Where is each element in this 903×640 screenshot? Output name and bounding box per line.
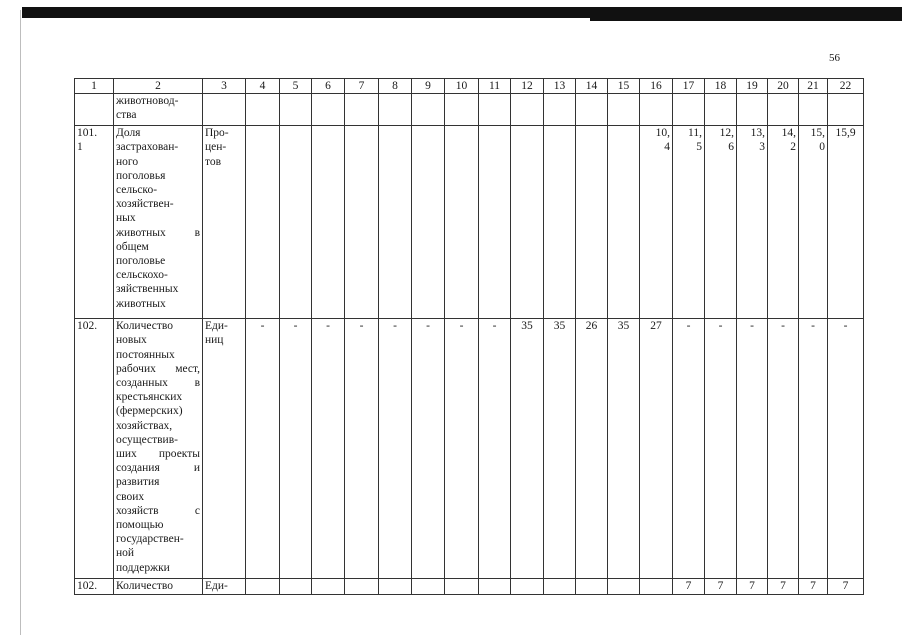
value-cell: - <box>412 319 445 579</box>
value-cell: 7 <box>737 579 768 595</box>
indicator-name-line: животных <box>116 297 166 310</box>
indicator-name-line: (фермерских) <box>116 405 183 418</box>
value-cell <box>511 94 544 126</box>
value-cell <box>445 126 479 319</box>
value-cell: - <box>799 319 828 579</box>
column-header: 4 <box>246 79 280 94</box>
value-cell <box>345 579 379 595</box>
unit-cell <box>203 94 246 126</box>
value-cell: 35 <box>608 319 640 579</box>
indicator-name-line: ных <box>116 212 136 225</box>
indicator-table <box>74 78 864 595</box>
indicator-name-line: государствен- <box>116 533 184 546</box>
value-cell <box>544 94 576 126</box>
value-cell <box>246 579 280 595</box>
indicator-name-line: Количество <box>116 580 173 593</box>
header-row <box>75 79 864 94</box>
value-cell <box>799 94 828 126</box>
value-cell <box>412 126 445 319</box>
indicator-name-cell <box>114 579 203 595</box>
value-cell: - <box>445 319 479 579</box>
value-cell: - <box>345 319 379 579</box>
value-cell: 7 <box>799 579 828 595</box>
indicator-name-line: ной <box>116 547 135 560</box>
value-cell <box>608 579 640 595</box>
indicator-name-line: ного <box>116 155 139 168</box>
value-cell <box>576 579 608 595</box>
value-cell <box>673 94 705 126</box>
value-cell: - <box>737 319 768 579</box>
indicator-name-line: созданных в <box>116 377 200 390</box>
row-number-cell: 102. <box>75 319 114 579</box>
value-cell: - <box>280 319 312 579</box>
value-cell <box>511 579 544 595</box>
value-cell <box>445 94 479 126</box>
value-cell: 7 <box>673 579 705 595</box>
value-cell <box>280 94 312 126</box>
value-cell: - <box>479 319 511 579</box>
indicator-name-line: сельскохо- <box>116 269 168 282</box>
value-cell <box>312 94 345 126</box>
value-cell: 14, 2 <box>768 126 799 319</box>
value-cell: - <box>312 319 345 579</box>
value-cell: 13, 3 <box>737 126 768 319</box>
value-cell <box>280 126 312 319</box>
value-cell <box>312 126 345 319</box>
value-cell: - <box>246 319 280 579</box>
value-cell: 11, 5 <box>673 126 705 319</box>
value-cell <box>379 126 412 319</box>
indicator-name-line: поголовья <box>116 169 166 182</box>
value-cell: 35 <box>544 319 576 579</box>
indicator-name-line: помощью <box>116 519 164 532</box>
row-number-cell: 101. 1 <box>75 126 114 319</box>
column-header: 3 <box>203 79 246 94</box>
value-cell: 15,9 <box>828 126 864 319</box>
indicator-name-line: хозяйствен- <box>116 198 174 211</box>
column-header: 18 <box>705 79 737 94</box>
value-cell <box>345 94 379 126</box>
value-cell <box>737 94 768 126</box>
value-cell: 35 <box>511 319 544 579</box>
value-cell <box>608 94 640 126</box>
column-header: 13 <box>544 79 576 94</box>
column-header: 14 <box>576 79 608 94</box>
column-header: 20 <box>768 79 799 94</box>
value-cell <box>544 126 576 319</box>
column-header: 9 <box>412 79 445 94</box>
column-header: 1 <box>75 79 114 94</box>
unit-cell: Про- цен- тов <box>203 126 246 319</box>
indicator-name-line: застрахован- <box>116 141 179 154</box>
unit-cell: Еди- <box>203 579 246 595</box>
page-number: 56 <box>829 52 840 64</box>
column-header: 21 <box>799 79 828 94</box>
value-cell <box>479 94 511 126</box>
value-cell: 7 <box>828 579 864 595</box>
column-header: 10 <box>445 79 479 94</box>
value-cell <box>479 126 511 319</box>
scan-left-edge <box>20 10 21 635</box>
indicator-name-line: создания и <box>116 462 200 475</box>
value-cell: 7 <box>705 579 737 595</box>
indicator-name-cell <box>114 94 203 126</box>
indicator-name-line: новых <box>116 334 147 347</box>
value-cell <box>544 579 576 595</box>
value-cell <box>640 579 673 595</box>
column-header: 8 <box>379 79 412 94</box>
row-number-cell: 102. <box>75 579 114 595</box>
column-header: 22 <box>828 79 864 94</box>
value-cell: 7 <box>768 579 799 595</box>
indicator-name-line: зяйственных <box>116 283 179 296</box>
indicator-name-line: хозяйств с <box>116 504 200 517</box>
indicator-name-line: своих <box>116 490 145 503</box>
value-cell <box>768 94 799 126</box>
value-cell <box>576 94 608 126</box>
value-cell <box>445 579 479 595</box>
column-header: 5 <box>280 79 312 94</box>
value-cell <box>345 126 379 319</box>
indicator-name-line: крестьянских <box>116 391 183 404</box>
value-cell <box>705 94 737 126</box>
column-header: 16 <box>640 79 673 94</box>
value-cell <box>280 579 312 595</box>
indicator-name-line: Количество <box>116 320 173 333</box>
value-cell: 26 <box>576 319 608 579</box>
column-header: 19 <box>737 79 768 94</box>
indicator-name-line: сельско- <box>116 184 158 197</box>
value-cell <box>379 94 412 126</box>
indicator-name-line: хозяйствах, <box>116 419 173 432</box>
value-cell: - <box>828 319 864 579</box>
column-header: 7 <box>345 79 379 94</box>
value-cell <box>246 94 280 126</box>
value-cell: 15, 0 <box>799 126 828 319</box>
value-cell <box>511 126 544 319</box>
value-cell <box>479 579 511 595</box>
table-row <box>75 126 864 319</box>
column-header: 6 <box>312 79 345 94</box>
scan-top-shadow-tail <box>590 17 902 21</box>
indicator-name-line: животных в <box>116 226 200 239</box>
indicator-name-line: развития <box>116 476 160 489</box>
indicator-name-line: поддержки <box>116 561 170 574</box>
indicator-name-line: рабочих мест, <box>116 362 200 375</box>
value-cell <box>412 579 445 595</box>
value-cell <box>379 579 412 595</box>
unit-cell: Еди- ниц <box>203 319 246 579</box>
value-cell <box>608 126 640 319</box>
value-cell: 12, 6 <box>705 126 737 319</box>
value-cell: 27 <box>640 319 673 579</box>
column-header: 17 <box>673 79 705 94</box>
table-row <box>75 94 864 126</box>
value-cell: - <box>379 319 412 579</box>
value-cell <box>576 126 608 319</box>
indicator-name-line: осуществив- <box>116 433 178 446</box>
value-cell: - <box>673 319 705 579</box>
value-cell: - <box>705 319 737 579</box>
row-number-cell <box>75 94 114 126</box>
table-row <box>75 319 864 579</box>
column-header: 12 <box>511 79 544 94</box>
table-row <box>75 579 864 595</box>
indicator-name-line: ства <box>116 109 137 122</box>
value-cell <box>312 579 345 595</box>
indicator-name-line: постоянных <box>116 348 175 361</box>
value-cell: 10, 4 <box>640 126 673 319</box>
indicator-name-line: животновод- <box>116 95 179 108</box>
column-header: 2 <box>114 79 203 94</box>
indicator-name-cell <box>114 319 203 579</box>
indicator-name-cell <box>114 126 203 319</box>
value-cell <box>412 94 445 126</box>
value-cell: - <box>768 319 799 579</box>
indicator-name-line: ших проекты <box>116 448 200 461</box>
indicator-name-line: общем <box>116 240 149 253</box>
value-cell <box>828 94 864 126</box>
value-cell <box>640 94 673 126</box>
value-cell <box>246 126 280 319</box>
indicator-name-line: Доля <box>116 127 141 140</box>
column-header: 11 <box>479 79 511 94</box>
indicator-name-line: поголовье <box>116 255 166 268</box>
column-header: 15 <box>608 79 640 94</box>
